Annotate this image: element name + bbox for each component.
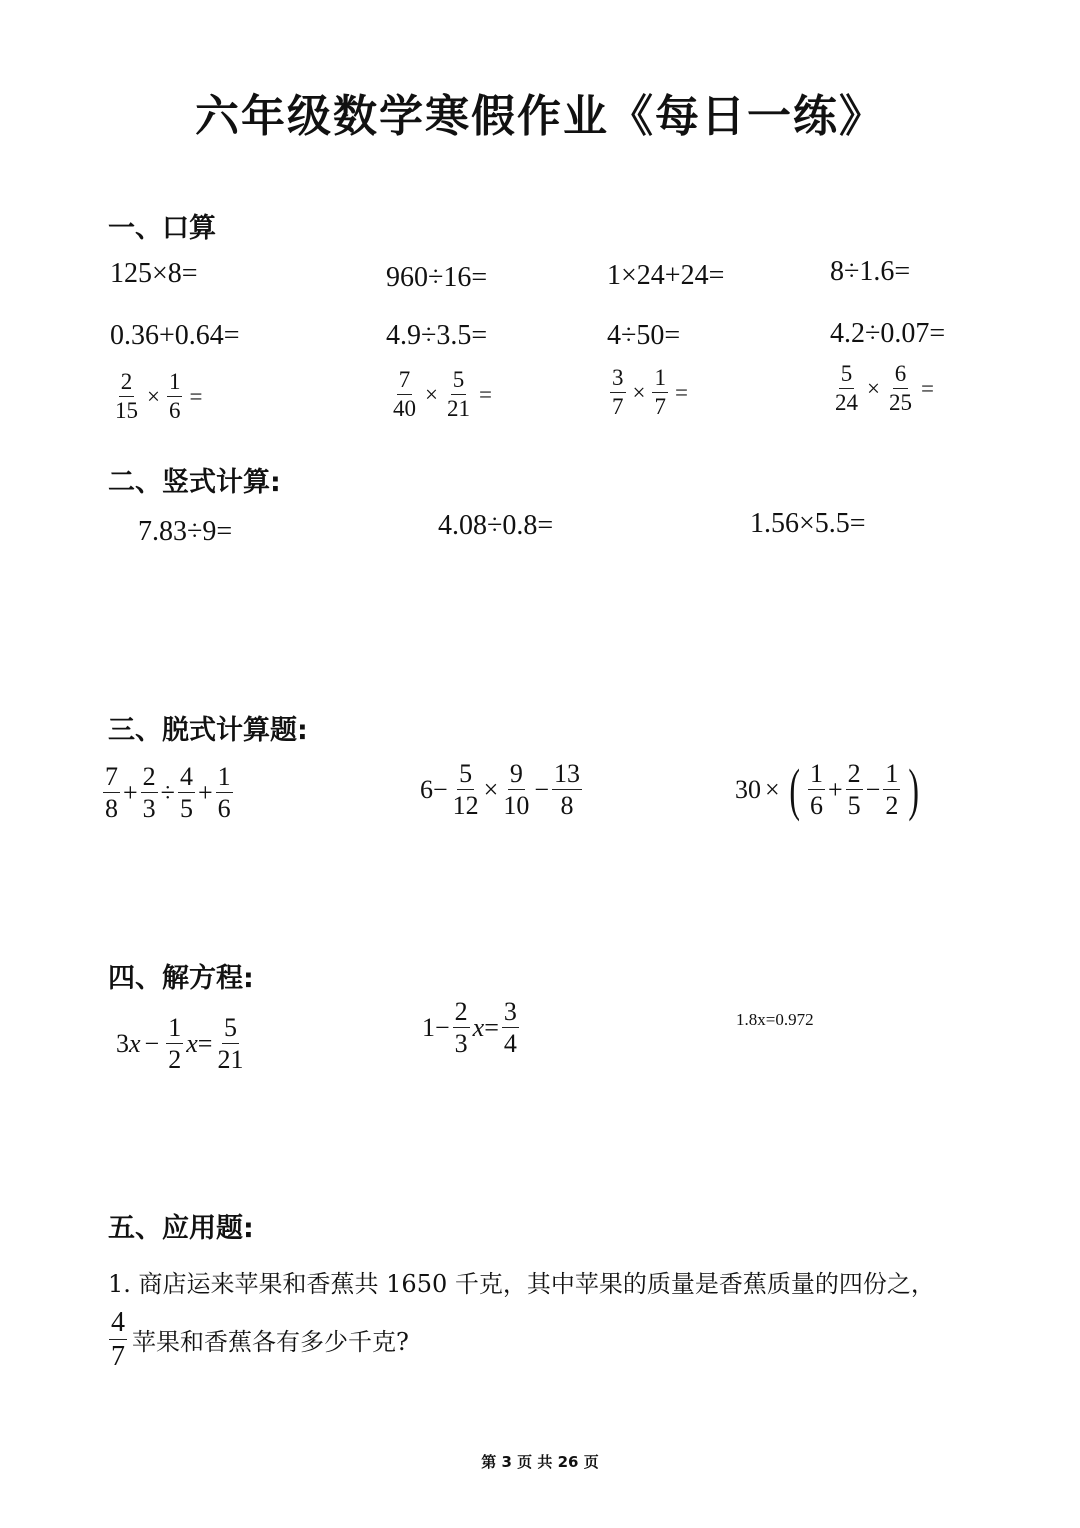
vertical-calc-2: 4.08÷0.8= (438, 510, 554, 541)
page-title: 六年级数学寒假作业《每日一练》 (195, 91, 885, 142)
stepwise-expr-1: $\frac{7}{8}$ + $\frac{2}{3}$ ÷ $\frac{4}{5}$ + $\frac{1}{6}$ (105, 762, 231, 824)
fraction: $\frac{5}{21}$ (217, 1013, 244, 1075)
fraction: $\frac{4}{7}$ (111, 1307, 125, 1373)
fraction: $\frac{1}{2}$ (168, 1013, 182, 1075)
oral-calc-4: 8÷1.6= (830, 256, 911, 287)
fraction: $\frac{5}{24}$ (835, 361, 858, 416)
vertical-calc-1: 7.83÷9= (138, 516, 233, 547)
stepwise-expr-2: 6 − $\frac{5}{12}$ × $\frac{9}{10}$ − $\frac{13}{8}$ (420, 759, 581, 821)
fraction: $\frac{3}{4}$ (503, 997, 517, 1059)
equation-3: 1.8x=0.972 (736, 1010, 814, 1029)
fraction: $\frac{2}{15}$ (115, 369, 138, 424)
fraction: $\frac{6}{25}$ (888, 361, 912, 416)
section-2-heading: 二、竖式计算: (108, 467, 281, 498)
oral-frac-1: $\frac{2}{15}$ × $\frac{1}{6}$ = (115, 369, 203, 424)
fraction: $\frac{1}{2}$ (885, 759, 899, 821)
oral-calc-5: 0.36+0.64= (110, 320, 240, 351)
fraction: $\frac{1}{7}$ (654, 365, 666, 420)
word-problem-line-1: 1. 商店运来苹果和香蕉共 1650 千克，其中苹果的质量是香蕉质量的四份之， (108, 1270, 935, 1298)
equation-2: 1 − $\frac{2}{3}$ x = $\frac{3}{4}$ (422, 997, 517, 1059)
fraction: $\frac{13}{8}$ (554, 759, 581, 821)
fraction: $\frac{2}{3}$ (142, 762, 156, 824)
fraction: $\frac{2}{5}$ (847, 759, 861, 821)
fraction: $\frac{1}{6}$ (217, 762, 231, 824)
fraction: $\frac{5}{12}$ (452, 759, 479, 821)
oral-calc-7: 4÷50= (607, 320, 681, 351)
equation-1: 3 x − $\frac{1}{2}$ x = $\frac{5}{21}$ (116, 1013, 244, 1075)
oral-calc-3: 1×24+24= (607, 260, 725, 291)
fraction: $\frac{1}{6}$ (810, 759, 823, 821)
fraction: $\frac{4}{5}$ (179, 762, 193, 824)
fraction: $\frac{5}{21}$ (446, 367, 470, 422)
page-footer: 第 3 页 共 26 页 (481, 1453, 599, 1471)
section-4-heading: 四、解方程: (108, 963, 254, 994)
fraction: $\frac{2}{3}$ (454, 997, 468, 1059)
section-5-heading: 五、应用题: (108, 1213, 254, 1244)
oral-frac-3: $\frac{3}{7}$ × $\frac{1}{7}$ = (612, 365, 688, 420)
oral-calc-8: 4.2÷0.07= (830, 318, 946, 349)
oral-frac-2: $\frac{7}{40}$ × $\frac{5}{21}$ = (393, 367, 492, 422)
fraction: $\frac{1}{6}$ (168, 369, 181, 424)
fraction: $\frac{3}{7}$ (612, 365, 624, 420)
vertical-calc-3: 1.56×5.5= (750, 508, 866, 539)
stepwise-expr-3: 30 × ( $\frac{1}{6}$ + $\frac{2}{5}$ − $\frac{1}{2}$ ) (735, 756, 920, 822)
oral-frac-4: $\frac{5}{24}$ × $\frac{6}{25}$ = (835, 361, 934, 416)
section-3-heading: 三、脱式计算题: (108, 715, 308, 746)
fraction: $\frac{7}{40}$ (393, 367, 416, 422)
word-problem-line-2: $\frac{4}{7}$ 苹果和香蕉各有多少千克? (111, 1307, 409, 1373)
oral-calc-1: 125×8= (110, 258, 198, 289)
oral-calc-2: 960÷16= (386, 262, 488, 293)
fraction: $\frac{9}{10}$ (503, 759, 530, 821)
fraction: $\frac{7}{8}$ (105, 762, 118, 824)
oral-calc-6: 4.9÷3.5= (386, 320, 488, 351)
section-1-heading: 一、口算 (108, 213, 216, 244)
